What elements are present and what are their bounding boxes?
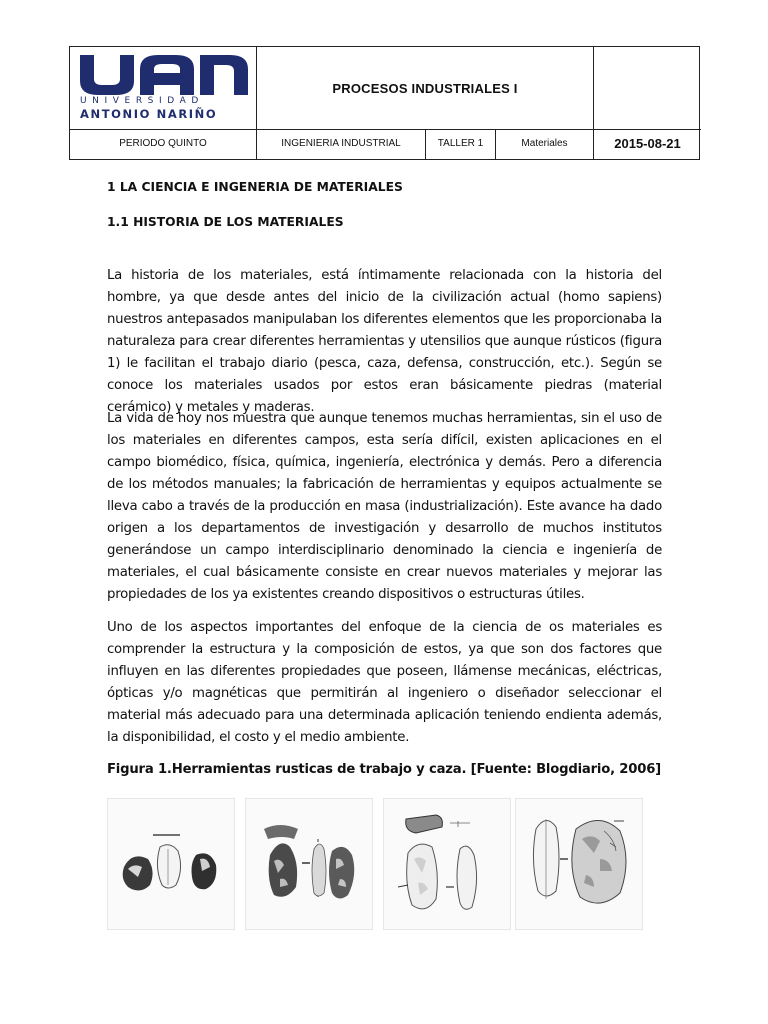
stone-tool-drawing-icon <box>246 799 372 929</box>
paragraph-3: Uno de los aspectos importantes del enfoque de la ciencia de os materiales es comprender la estructura y la composición de estos, ya que son dos factores que influyen en las diferentes propiedades que poseen, llámense mecánicas, eléctricas, ópticas y/o magnéticas que permitirán al ingeniero o diseñador seleccionar el material más adecuado para una determinada aplicación teniendo endienta además, la disponibilidad, el costo y el medio ambiente. <box>107 620 662 745</box>
fecha-cell <box>594 130 701 160</box>
programa-cell <box>257 130 426 160</box>
fecha-text: 2015-08-21 <box>614 135 681 151</box>
figure-image-4 <box>515 798 643 930</box>
section-heading-1-1: 1.1 HISTORIA DE LOS MATERIALES <box>107 215 344 229</box>
document-header-table <box>69 46 700 160</box>
stone-tool-drawing-icon <box>516 799 642 929</box>
paragraph-1: La historia de los materiales, está íntimamente relacionada con la historia del hombre, ya que desde antes del inicio de la civilización actual (homo sapiens) nuestros antepasados manipulaban los diferentes elementos que les proporcionaba la naturaleza para crear diferentes herramientas y utensilios que aunque rústicos (figura 1) le facilitan el trabajo diario (pesca, caza, defensa, construcción, etc.). Según se conoce los materiales usados por estos eran básicamente piedras (material cerámico) y metales y maderas. <box>107 268 662 415</box>
figure-image-3 <box>383 798 511 930</box>
stone-tool-drawing-icon <box>108 799 234 929</box>
periodo-text: PERIODO QUINTO <box>119 137 207 149</box>
figure-caption: Figura 1.Herramientas rusticas de trabajo y caza. [Fuente: Blogdiario, 2006] <box>107 762 662 777</box>
logo-antonio-narino-text: ANTONIO NARIÑO <box>80 107 218 121</box>
tema-text: Materiales <box>521 137 568 149</box>
uan-logo-letters-icon <box>78 53 250 97</box>
logo-universidad-text: UNIVERSIDAD <box>80 96 204 106</box>
stone-tool-drawing-icon <box>384 799 510 929</box>
periodo-cell <box>70 130 257 160</box>
course-title-cell <box>257 47 594 130</box>
course-title: PROCESOS INDUSTRIALES I <box>332 80 518 96</box>
figure-image-2 <box>245 798 373 930</box>
university-logo <box>70 47 257 130</box>
taller-text: TALLER 1 <box>437 137 484 149</box>
figure-image-1 <box>107 798 235 930</box>
programa-text: INGENIERIA INDUSTRIAL <box>281 137 401 149</box>
empty-header-cell <box>594 47 701 130</box>
paragraph-2: La vida de hoy nos muestra que aunque tenemos muchas herramientas, sin el uso de los materiales en diferentes campos, esta sería difícil, existen aplicaciones en el campo biomédico, física, química, ingeniería, electrónica y demás. Pero a diferencia de los métodos manuales; la fabricación de herramientas y equipos actualmente se lleva cabo a través de la producción en masa (industrialización). Este avance ha dado origen a los departamentos de investigación y desarrollo de muchos institutos generándose un campo interdisciplinario denominado la ciencia e ingeniería de materiales, el cual básicamente consiste en crear nuevos materiales y mejorar las propiedades de los ya existentes creando dispositivos o estructuras útiles. <box>107 411 662 602</box>
tema-cell <box>496 130 594 160</box>
section-heading-1: 1 LA CIENCIA E INGENERIA DE MATERIALES <box>107 180 403 194</box>
taller-cell <box>426 130 496 160</box>
